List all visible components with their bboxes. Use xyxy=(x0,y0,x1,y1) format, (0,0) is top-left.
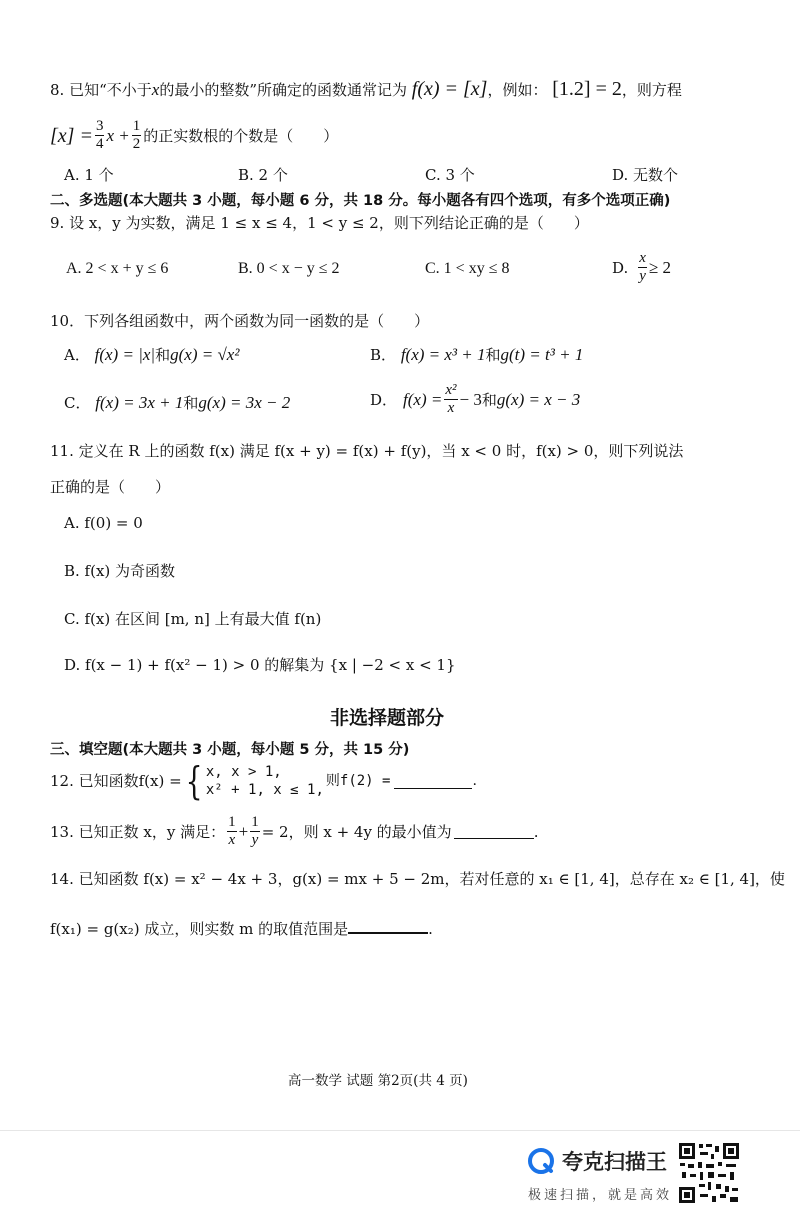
section3-heading: 三、填空题(本大题共 3 小题，每小题 5 分，共 15 分) xyxy=(50,742,410,758)
q10-c-and: 和 xyxy=(183,394,199,412)
q8-frac1-num: 3 xyxy=(95,118,104,134)
q10-b-and: 和 xyxy=(485,346,501,364)
q10-stem: 10．下列各组函数中，两个函数为同一函数的是（ ） xyxy=(50,312,430,330)
q8-line1 xyxy=(50,78,682,101)
q13-plus: + xyxy=(238,821,249,841)
q10-a-g: g(x) = √x² xyxy=(170,345,240,364)
q8-question-text: 的正实数根的个数是（ ） xyxy=(143,126,339,145)
q12-cases xyxy=(206,763,324,799)
q14-line1: 14. 已知函数 f(x) = x² − 4x + 3，g(x) = mx + 5 − 2m，若对任意的 x₁ ∈ [1, 4]，总存在 x₂ ∈ [1, 4]，使 xyxy=(50,870,785,888)
q10-option-a xyxy=(64,344,239,366)
q9-option-a: A. 2 < x + y ≤ 6 xyxy=(66,260,169,277)
q8-var: x xyxy=(151,80,160,99)
q13-frac1-den: x xyxy=(228,832,236,848)
q10-d-f-pre: f(x) = xyxy=(403,389,443,409)
q13-frac2-num: 1 xyxy=(251,814,259,830)
brand-slogan: 极速扫描，就是高效 xyxy=(528,1188,673,1203)
section2-heading: 二、多选题(本大题共 3 小题，每小题 6 分，共 18 分。每小题各有四个选项，有多个选项正确) xyxy=(50,193,671,209)
q8-frac2-num: 1 xyxy=(132,118,141,134)
q12-answer-blank[interactable] xyxy=(394,774,472,789)
scanner-brand xyxy=(528,1146,667,1176)
q10-c-label: C． xyxy=(64,394,91,412)
q10-b-g: g(t) = t³ + 1 xyxy=(500,345,584,364)
q13-tail: = 2，则 x + 4y 的最小值为 xyxy=(261,822,452,841)
q10-d-num: x² xyxy=(445,382,457,398)
q10-option-c xyxy=(64,392,290,414)
q12-period: . xyxy=(472,773,477,789)
q10-d-label: D． xyxy=(370,390,398,409)
brand-name: 夸克扫描王 xyxy=(562,1150,667,1174)
scanner-logo-icon xyxy=(528,1148,554,1174)
q12-case2: x² + 1, x ≤ 1, xyxy=(205,782,324,798)
q9-option-d-fraction xyxy=(638,250,647,285)
q10-d-g: g(x) = x − 3 xyxy=(496,389,581,409)
q13-frac2 xyxy=(250,814,260,849)
q11-option-b: B. f(x) 为奇函数 xyxy=(64,562,176,580)
q9-stem: 9. 设 x，y 为实数，满足 1 ≤ x ≤ 4，1 < y ≤ 2，则下列结论正确的是（ ） xyxy=(50,214,589,232)
q10-a-and: 和 xyxy=(155,346,171,364)
page-footer: 高一数学 试题 第2页(共 4 页) xyxy=(288,1073,468,1089)
q10-option-b xyxy=(370,344,583,366)
q8-fraction-3-4 xyxy=(95,118,105,153)
q12-case1: x, x > 1, xyxy=(205,764,282,780)
q8-frac2-den: 2 xyxy=(132,136,141,152)
q14-line2-text: f(x₁) = g(x₂) 成立，则实数 m 的取值范围是 xyxy=(50,920,349,938)
q8-fraction-1-2 xyxy=(132,118,142,153)
q10-d-f-post: − 3 xyxy=(459,389,482,409)
q9-d-num: x xyxy=(639,250,646,266)
q11-option-c: C. f(x) 在区间 [m, n] 上有最大值 f(n) xyxy=(64,610,322,628)
q14-line2 xyxy=(50,918,433,940)
q8-equation-lhs: [x] = xyxy=(50,124,93,147)
q9-option-d-label: D. xyxy=(612,258,629,277)
q8-text-d: ，则方程 xyxy=(621,81,682,99)
q8-number: 8. xyxy=(50,81,65,99)
q14-period: . xyxy=(428,920,433,938)
q9-d-den: y xyxy=(639,268,646,284)
q13-period: . xyxy=(533,822,539,841)
q8-option-c: C. 3 个 xyxy=(425,166,475,184)
q14-answer-blank[interactable] xyxy=(348,918,428,934)
q10-b-f: f(x) = x³ + 1 xyxy=(400,345,486,364)
q8-option-a: A. 1 个 xyxy=(64,166,114,184)
part-title: 非选择题部分 xyxy=(330,707,445,729)
q11-stem-line1: 11. 定义在 R 上的函数 f(x) 满足 f(x + y) = f(x) + f(y)，当 x < 0 时，f(x) > 0，则下列说法 xyxy=(50,442,684,460)
q8-equation-mid: x + xyxy=(106,125,130,145)
q13-frac1-num: 1 xyxy=(228,814,236,830)
q12-brace: { xyxy=(185,759,203,803)
q9-option-d xyxy=(612,250,671,285)
q8-option-b: B. 2 个 xyxy=(238,166,288,184)
q8-option-d: D. 无数个 xyxy=(612,166,679,184)
q8-formula: f(x) = [x] xyxy=(411,78,488,100)
q10-c-g: g(x) = 3x − 2 xyxy=(198,393,291,412)
q8-line2 xyxy=(50,118,338,153)
q13-frac2-den: y xyxy=(251,832,259,848)
q11-option-a: A. f(0) = 0 xyxy=(64,514,143,532)
q9-option-d-tail: ≥ 2 xyxy=(648,257,672,277)
q10-d-den: x xyxy=(447,400,455,416)
q8-text-b: 的最小的整数”所确定的函数通常记为 xyxy=(159,81,407,99)
q13-answer-blank[interactable] xyxy=(454,824,534,839)
q8-frac1-den: 4 xyxy=(95,136,104,152)
q10-a-f: f(x) = |x| xyxy=(94,345,156,364)
q10-c-f: f(x) = 3x + 1 xyxy=(95,393,184,412)
q8-example: [1.2] = 2 xyxy=(552,78,622,100)
q8-text-c: ，例如： xyxy=(487,81,548,99)
q10-d-fraction xyxy=(444,382,457,417)
q9-option-c: C. 1 < xy ≤ 8 xyxy=(425,260,510,277)
q12-lead: 12. 已知函数f(x) = xyxy=(50,772,182,790)
q10-d-and: 和 xyxy=(481,390,497,409)
q11-option-d: D. f(x − 1) + f(x² − 1) > 0 的解集为 {x | −2 < x < 1} xyxy=(64,656,456,674)
q12 xyxy=(50,759,477,803)
q8-text-a: 已知“不小于 xyxy=(69,81,152,99)
q10-option-d xyxy=(370,382,580,417)
q10-a-label: A． xyxy=(64,346,90,364)
q12-tail: 则f(2) = xyxy=(325,773,391,789)
q13-frac1 xyxy=(227,814,237,849)
q10-b-label: B． xyxy=(370,346,397,364)
q9-option-b: B. 0 < x − y ≤ 2 xyxy=(238,260,340,277)
q13-lead: 13. 已知正数 x，y 满足： xyxy=(50,822,226,841)
q11-stem-line2: 正确的是（ ） xyxy=(50,478,171,496)
qr-code-icon xyxy=(678,1142,740,1204)
divider xyxy=(0,1130,800,1131)
q13 xyxy=(50,814,538,849)
